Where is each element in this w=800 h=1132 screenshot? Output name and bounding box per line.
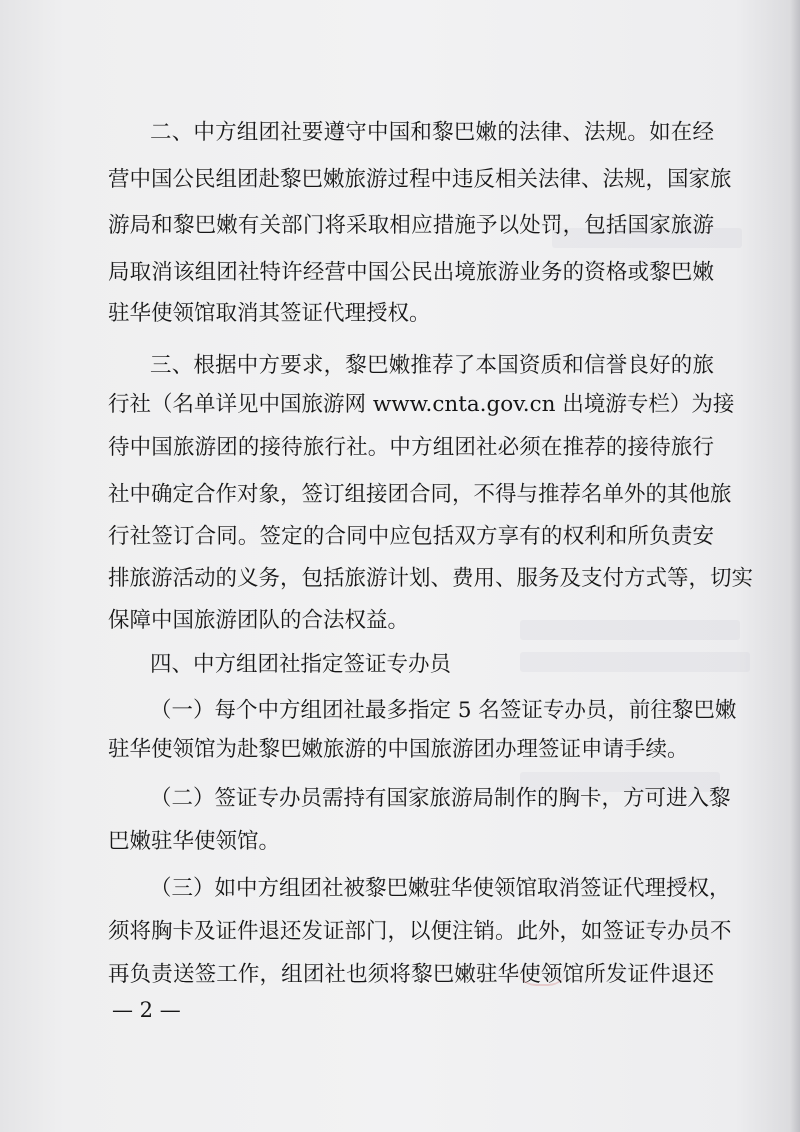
- paragraph-rule-2-line: 二、中方组团社要遵守中国和黎巴嫩的法律、法规。如在经: [150, 120, 714, 145]
- paragraph-rule-4-3-line: （三）如中方组团社被黎巴嫩驻华使领馆取消签证代理授权，: [150, 876, 731, 901]
- paragraph-rule-4-2-line: （二）签证专办员需持有国家旅游局制作的胸卡，方可进入黎: [150, 786, 731, 811]
- paragraph-rule-2-line: 游局和黎巴嫩有关部门将采取相应措施予以处罚，包括国家旅游: [108, 213, 714, 238]
- page-number: — 2 —: [112, 998, 181, 1022]
- paragraph-rule-3-line: 行社（名单详见中国旅游网 www.cnta.gov.cn 出境游专栏）为接: [108, 392, 735, 417]
- paragraph-rule-4-1-line: 驻华使领馆为赴黎巴嫩旅游的中国旅游团办理签证申请手续。: [108, 737, 689, 762]
- paragraph-rule-2-line: 局取消该组团社特许经营中国公民出境旅游业务的资格或黎巴嫩: [108, 260, 714, 285]
- paragraph-rule-3-line: 待中国旅游团的接待旅行社。中方组团社必须在推荐的接待旅行: [108, 435, 714, 460]
- paragraph-rule-2-line: 营中国公民组团赴黎巴嫩旅游过程中违反相关法律、法规，国家旅: [108, 167, 732, 192]
- paragraph-rule-2-line: 驻华使领馆取消其签证代理授权。: [108, 301, 431, 326]
- paragraph-rule-3-line: 行社签订合同。签定的合同中应包括双方享有的权利和所负责安: [108, 524, 714, 549]
- paragraph-rule-3-line: 社中确定合作对象，签订组接团合同，不得与推荐名单外的其他旅: [108, 482, 732, 507]
- paragraph-rule-4-2-line: 巴嫩驻华使领馆。: [108, 829, 281, 854]
- paragraph-rule-3-line: 三、根据中方要求，黎巴嫩推荐了本国资质和信誉良好的旅: [150, 353, 714, 378]
- paragraph-rule-3-line: 保障中国旅游团队的合法权益。: [108, 608, 410, 633]
- paragraph-rule-4-1-line: （一）每个中方组团社最多指定 5 名签证专办员，前往黎巴嫩: [150, 698, 737, 723]
- paragraph-rule-3-line: 排旅游活动的义务，包括旅游计划、费用、服务及支付方式等，切实: [108, 566, 754, 591]
- paragraph-rule-4-3-line: 再负责送签工作，组团社也须将黎巴嫩驻华使领馆所发证件退还: [108, 962, 714, 987]
- section-heading-rule-4: 四、中方组团社指定签证专办员: [150, 652, 452, 677]
- page-edge-shadow: [790, 0, 800, 1132]
- paragraph-rule-4-3-line: 须将胸卡及证件退还发证部门，以便注销。此外，如签证专办员不: [108, 919, 732, 944]
